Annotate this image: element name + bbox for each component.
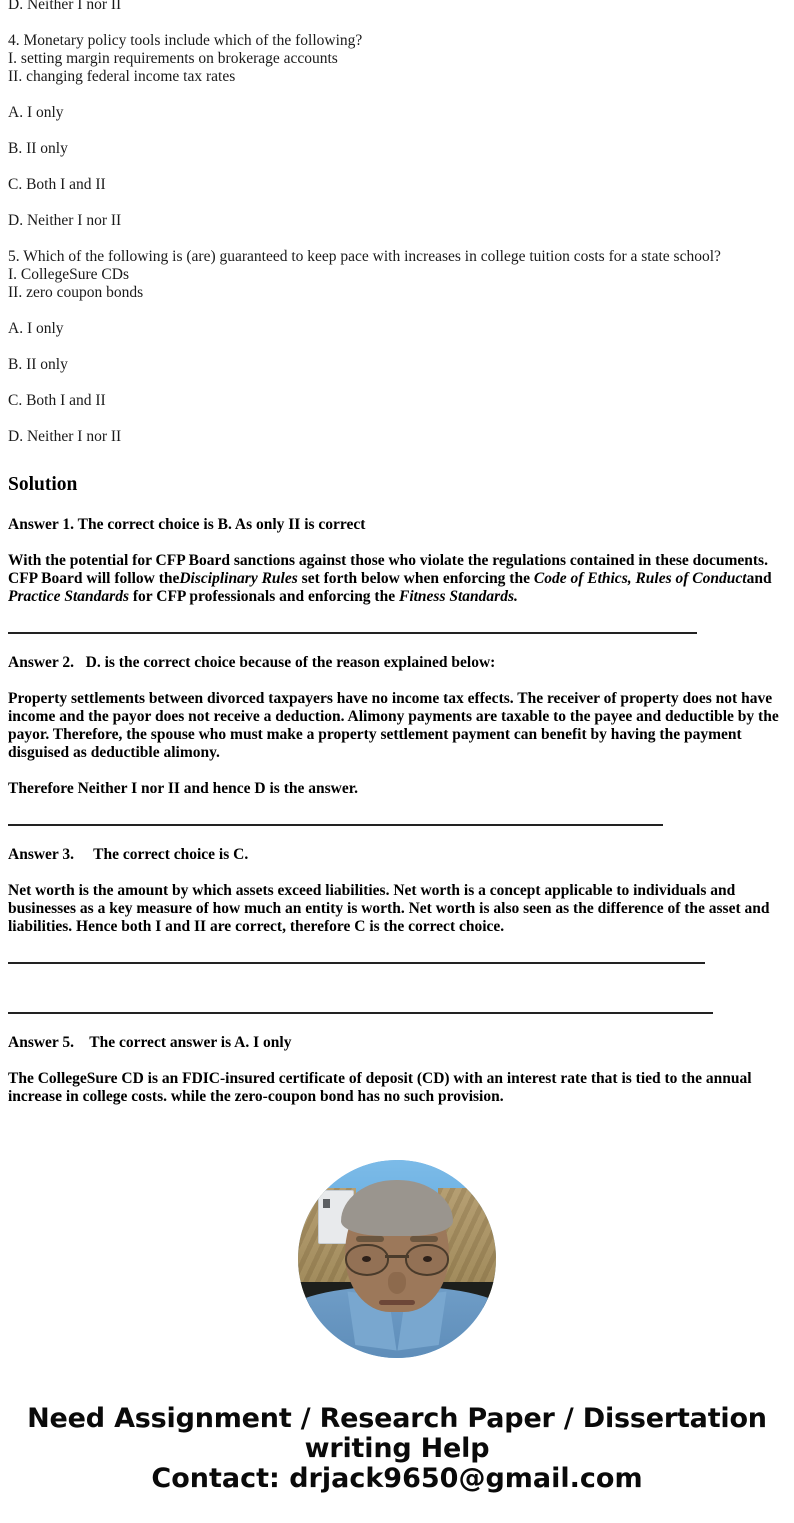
divider-after-answer-1 xyxy=(8,632,697,634)
question-3-trailing-option xyxy=(0,0,794,14)
answer-2-body: Property settlements between divorced taxpayers have no income tax effects. The receiver of property does not have income and the payor does not receive a deduction. Alimony payments are taxable to the payee and deductible by the payor. Therefore, the spouse who must make a property settlement payment can benefit by having the payment disguised as deductible alimony. xyxy=(8,690,779,761)
answer-3-body: Net worth is the amount by which assets exceed liabilities. Net worth is a concept applicable to individuals and businesses as a key measure of how much an entity is worth. Net worth is also seen as the difference of the asset and liabilities. Hence both I and II are correct, therefore C is the correct choice. xyxy=(8,882,770,935)
avatar-eye-right xyxy=(423,1256,432,1262)
question-5-statement-1: I. CollegeSure CDs xyxy=(8,266,129,283)
avatar-eye-left xyxy=(362,1256,371,1262)
avatar-nose xyxy=(388,1272,406,1294)
avatar-container xyxy=(0,1160,794,1358)
question-4-option-b[interactable]: B. II only xyxy=(8,140,68,157)
avatar-glasses xyxy=(345,1244,449,1274)
avatar-glasses-bridge xyxy=(385,1255,409,1258)
divider-after-answer-2 xyxy=(8,824,663,826)
question-4-option-d[interactable]: D. Neither I nor II xyxy=(8,212,122,229)
question-5-stem: 5. Which of the following is (are) guaranteed to keep pace with increases in college tuition costs for a state school? xyxy=(8,248,721,265)
question-4-option-c[interactable]: C. Both I and II xyxy=(8,176,106,193)
answer-2-conclusion: Therefore Neither I nor II and hence D is the answer. xyxy=(8,780,359,797)
avatar xyxy=(298,1160,496,1358)
avatar-eyebrow-left xyxy=(356,1236,384,1242)
question-5 xyxy=(0,248,794,446)
question-5-statement-2: II. zero coupon bonds xyxy=(8,284,144,301)
answer-5-title: Answer 5. The correct answer is A. I only xyxy=(8,1034,292,1051)
promo-contact[interactable]: Contact: drjack9650@gmail.com xyxy=(151,1463,643,1494)
answer-1-block xyxy=(0,516,794,606)
answer-2-block xyxy=(0,654,794,798)
divider-before-answer-5 xyxy=(8,1012,713,1014)
question-5-option-b[interactable]: B. II only xyxy=(8,356,68,373)
answer-5-body: The CollegeSure CD is an FDIC-insured certificate of deposit (CD) with an interest rate that is tied to the annual increase in college costs. while the zero-coupon bond has no such provision. xyxy=(8,1070,752,1105)
option-d-partial: D. Neither I nor II xyxy=(8,0,122,13)
avatar-mouth xyxy=(379,1300,415,1305)
question-5-option-c[interactable]: C. Both I and II xyxy=(8,392,106,409)
answer-1-title: Answer 1. The correct choice is B. As only II is correct xyxy=(8,516,366,533)
avatar-lens-left xyxy=(345,1244,389,1276)
promo-headline: Need Assignment / Research Paper / Dissertation writing Help xyxy=(27,1403,767,1464)
avatar-eyebrow-right xyxy=(410,1236,438,1242)
divider-after-answer-3 xyxy=(8,962,705,964)
promo-footer xyxy=(0,1404,794,1518)
question-4-stem: 4. Monetary policy tools include which of the following? xyxy=(8,32,363,49)
question-5-option-a[interactable]: A. I only xyxy=(8,320,64,337)
question-5-option-d[interactable]: D. Neither I nor II xyxy=(8,428,122,445)
question-4 xyxy=(0,32,794,230)
answer-5-block xyxy=(0,1034,794,1106)
solution-heading: Solution xyxy=(8,474,78,495)
question-4-statement-1: I. setting margin requirements on brokerage accounts xyxy=(8,50,338,67)
answer-3-block xyxy=(0,846,794,936)
answer-2-title: Answer 2. D. is the correct choice because of the reason explained below: xyxy=(8,654,496,671)
question-4-option-a[interactable]: A. I only xyxy=(8,104,64,121)
question-4-statement-2: II. changing federal income tax rates xyxy=(8,68,236,85)
avatar-lens-right xyxy=(405,1244,449,1276)
answer-1-body: With the potential for CFP Board sanctions against those who violate the regulations contained in these documents. CFP Board will follow theDisciplinary Rules set forth below when enforcing the Code of Ethics, Rules of Conductand Practice Standards for CFP professionals and enforcing the Fitness Standards. xyxy=(8,552,772,605)
answer-3-title: Answer 3. The correct choice is C. xyxy=(8,846,249,863)
